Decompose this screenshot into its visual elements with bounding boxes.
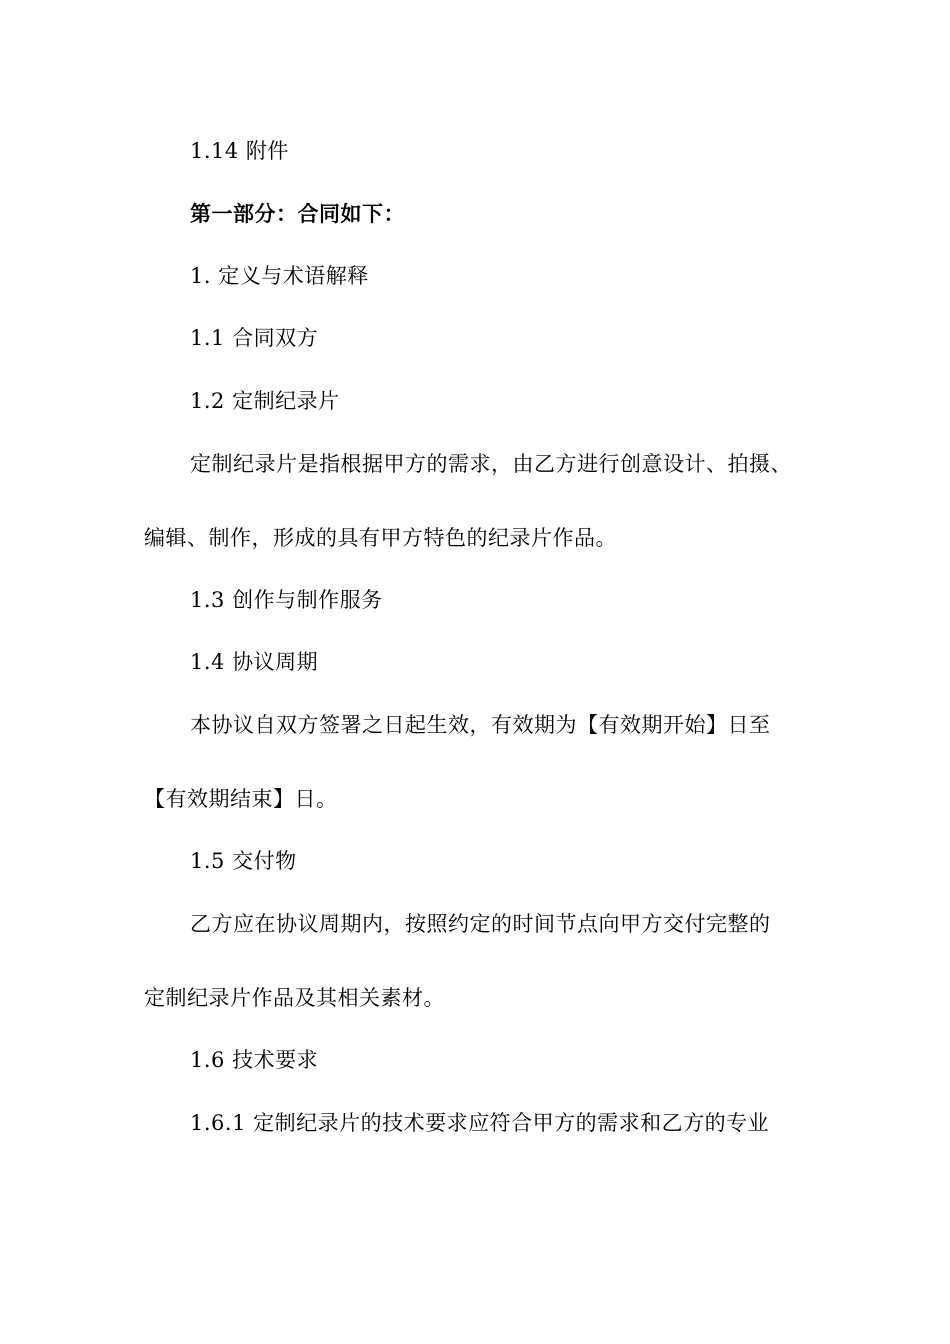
- section-1-definitions: 1. 定义与术语解释: [190, 264, 369, 288]
- paragraph-1-4-line-2: 【有效期结束】日。: [144, 787, 338, 811]
- section-1-1-parties: 1.1 合同双方: [190, 326, 319, 350]
- paragraph-1-5-line-2: 定制纪录片作品及其相关素材。: [144, 986, 445, 1010]
- section-1-2-custom-documentary: 1.2 定制纪录片: [190, 389, 340, 413]
- paragraph-1-2-line-1: 定制纪录片是指根据甲方的需求，由乙方进行创意设计、拍摄、: [190, 452, 792, 476]
- section-1-3-services: 1.3 创作与制作服务: [190, 588, 383, 612]
- paragraph-1-5-line-1: 乙方应在协议周期内，按照约定的时间节点向甲方交付完整的: [190, 912, 771, 936]
- paragraph-1-2-line-2: 编辑、制作，形成的具有甲方特色的纪录片作品。: [144, 526, 617, 550]
- part-one-heading: 第一部分：合同如下：: [190, 202, 405, 226]
- section-1-14-attachments: 1.14 附件: [190, 139, 289, 163]
- section-1-5-deliverables: 1.5 交付物: [190, 849, 297, 873]
- section-1-6-technical-requirements: 1.6 技术要求: [190, 1048, 319, 1072]
- paragraph-1-4-line-1: 本协议自双方签署之日起生效，有效期为【有效期开始】日至: [190, 713, 771, 737]
- section-1-6-1-line-1: 1.6.1 定制纪录片的技术要求应符合甲方的需求和乙方的专业: [190, 1111, 770, 1135]
- section-1-4-term: 1.4 协议周期: [190, 650, 319, 674]
